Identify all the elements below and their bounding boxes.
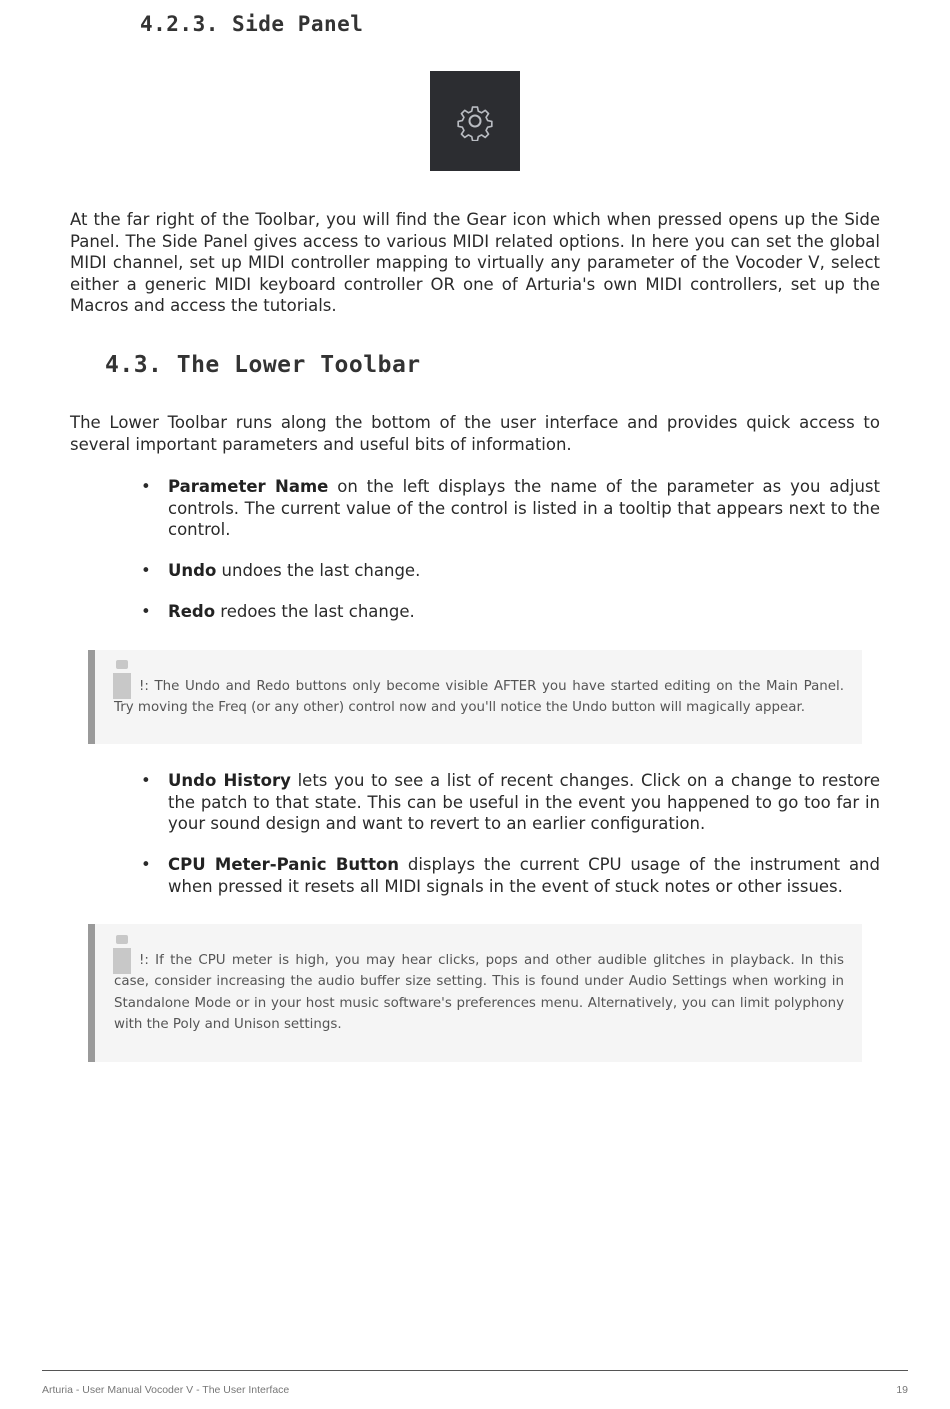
section-heading-side-panel: 4.2.3. Side Panel [140,12,364,36]
gear-icon-box [430,71,520,171]
bullet-undo-history [168,770,880,835]
bullet-cpu-meter [168,854,880,897]
bullet-redo [168,601,880,623]
side-panel-paragraph: At the far right of the Toolbar, you will find the Gear icon which when pressed opens up the Side Panel. The Side Panel gives access to various MIDI related options. In here you can set the global MIDI channel, set up MIDI controller mapping to virtually any parameter of the Vocoder V, select either a generic MIDI keyboard controller OR one of Arturia's own MIDI controllers, set up the Macros and access the tutorials. [70,210,880,316]
bullet-text: displays the current CPU usage of the instrument and when pressed it resets all MIDI signals in the event of stuck notes or other issues. [168,855,880,896]
bullet-text: lets you to see a list of recent changes. Click on a change to restore the patch to that state. This can be useful in the event you happened to go too far in your sound design and want to revert to an earlier configuration. [168,771,880,834]
bullet-term: Parameter Name [168,477,329,496]
bullet-text: redoes the last change. [215,602,415,621]
footer-title: Arturia - User Manual Vocoder V - The User Interface [42,1384,290,1396]
lower-toolbar-intro: The Lower Toolbar runs along the bottom of the user interface and provides quick access to several important parameters and useful bits of information. [70,413,880,454]
info-note-cpu [88,924,862,1062]
bullet-undo [168,560,880,582]
gear-icon [455,101,495,141]
footer-divider [42,1370,908,1371]
note-text: !: If the CPU meter is high, you may hear clicks, pops and other audible glitches in playback. In this case, consider increasing the audio buffer size setting. This is found under Audio Settings when working in Standalone Mode or in your host music software's preferences menu. Alternatively, you can limit polyphony with the Poly and Unison settings. [114,953,844,1033]
note-text: !: The Undo and Redo buttons only become visible AFTER you have started editing on the Main Panel. Try moving the Freq (or any other) control now and you'll notice the Undo button will magically appear. [114,679,844,716]
page-number: 19 [896,1384,908,1396]
bullet-text: on the left displays the name of the parameter as you adjust controls. The current value of the control is listed in a tooltip that appears next to the control. [168,477,880,540]
bullet-parameter-name [168,476,880,541]
bullet-term: Undo [168,561,217,580]
bullet-term: CPU Meter-Panic Button [168,855,400,874]
section-heading-lower-toolbar: 4.3. The Lower Toolbar [105,352,421,378]
bullet-term: Redo [168,602,216,621]
bullet-term: Undo History [168,771,291,790]
info-note-undo-redo [88,650,862,744]
bullet-text: undoes the last change. [216,561,421,580]
